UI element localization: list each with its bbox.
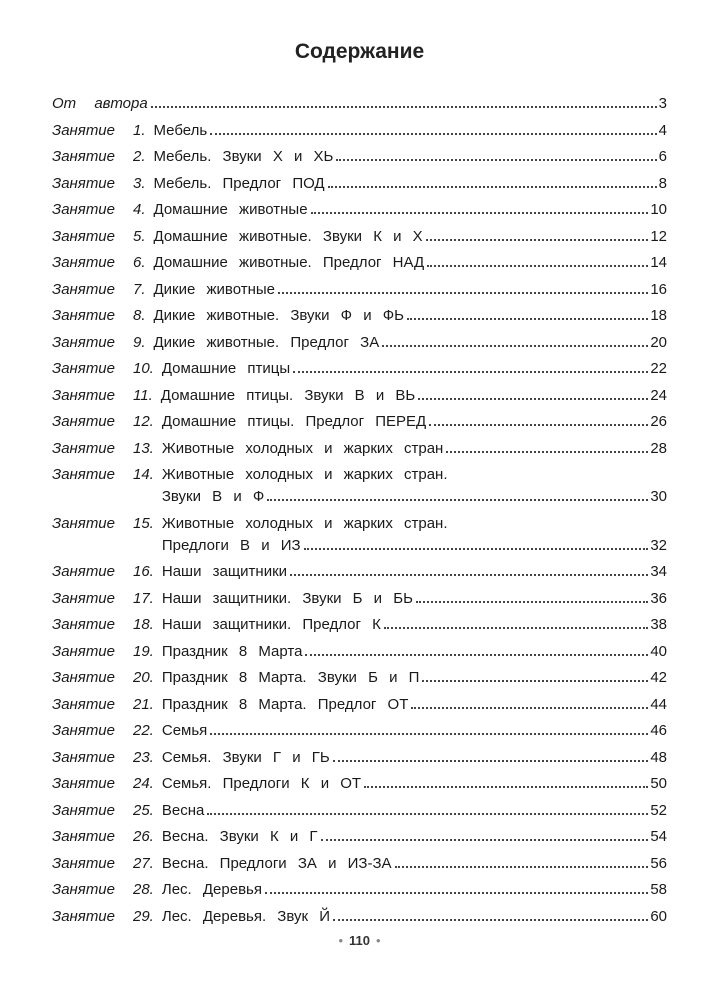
toc-entry[interactable] [52, 667, 667, 689]
entry-number: 1. [133, 121, 146, 139]
entry-title: Домашние птицы. Звуки В и ВЬ [160, 386, 416, 404]
toc-entry[interactable] [52, 747, 667, 769]
page-number: 28 [650, 439, 667, 457]
entry-number: 9. [133, 333, 146, 351]
entry-title: От автора [52, 95, 148, 112]
toc-entry[interactable] [52, 773, 667, 795]
entry-label: Занятие [52, 466, 115, 483]
toc-entry[interactable] [52, 561, 667, 583]
dot-leader [416, 601, 648, 603]
page-number: 48 [650, 748, 667, 766]
entry-title: Домашние животные [153, 201, 308, 218]
entry-title: Домашние животные. Предлог НАД [153, 254, 425, 271]
entry-number: 5. [133, 227, 146, 245]
page-title: Содержание [294, 40, 425, 63]
page-number: 34 [650, 563, 667, 580]
entry-title: Мебель [153, 121, 208, 139]
entry-label: Занятие [52, 669, 115, 686]
toc-entry[interactable] [52, 332, 667, 354]
toc-entry[interactable] [52, 226, 667, 248]
table-of-contents [52, 93, 667, 932]
dot-leader [333, 919, 648, 921]
toc-entry[interactable] [52, 464, 667, 508]
entry-title: Дикие животные. Предлог ЗА [153, 333, 380, 351]
page-number: 12 [650, 227, 667, 245]
dot-leader [328, 186, 657, 188]
entry-number: 11. [133, 386, 153, 404]
dot-leader [427, 265, 648, 267]
entry-number: 3. [133, 174, 146, 192]
page-number: 10 [650, 201, 667, 218]
entry-title: Звуки В и Ф [161, 488, 265, 505]
page-number: 18 [650, 307, 667, 324]
dot-leader [336, 159, 656, 161]
toc-entry[interactable] [52, 694, 667, 716]
entry-number: 27. [133, 854, 154, 872]
entry-label: Занятие [52, 307, 115, 324]
entry-title: Наши защитники. Предлог К [161, 616, 381, 633]
entry-title: Дикие животные [153, 280, 276, 298]
page-number: 60 [650, 907, 667, 925]
entry-title: Праздник 8 Марта. Предлог ОТ [161, 695, 409, 713]
entry-number: 18. [133, 616, 154, 633]
toc-entry[interactable] [52, 588, 667, 610]
entry-number: 23. [133, 748, 154, 766]
dot-leader [407, 318, 648, 320]
toc-entry[interactable] [52, 641, 667, 663]
entry-label: Занятие [52, 775, 115, 792]
entry-label: Занятие [52, 589, 115, 607]
page-number: 6 [658, 148, 667, 165]
toc-entry[interactable] [52, 199, 667, 221]
page-number: 44 [650, 695, 667, 713]
toc-entry[interactable] [52, 279, 667, 301]
entry-number: 16. [133, 563, 154, 580]
entry-label: Занятие [52, 801, 115, 819]
entry-number: 13. [133, 439, 154, 457]
page-number: 54 [650, 828, 667, 845]
entry-label: Занятие [52, 563, 115, 580]
entry-number: 20. [133, 669, 154, 686]
dot-leader [395, 866, 649, 868]
entry-title: Предлоги В и ИЗ [161, 536, 301, 554]
toc-entry[interactable] [52, 120, 667, 142]
entry-title: Мебель. Предлог ПОД [153, 174, 325, 192]
dot-leader [446, 451, 648, 453]
entry-title: Домашние птицы [161, 360, 291, 377]
toc-entry[interactable] [52, 800, 667, 822]
toc-entry[interactable] [52, 305, 667, 327]
page-number: 36 [650, 589, 667, 607]
dot-leader [311, 212, 649, 214]
dot-leader [290, 574, 648, 576]
dot-leader [333, 760, 649, 762]
page-number: 32 [650, 536, 667, 554]
entry-label: Занятие [52, 748, 115, 766]
entry-label: Занятие [52, 881, 115, 898]
entry-number: 19. [133, 642, 154, 660]
page-number: 46 [650, 722, 667, 739]
entry-title: Семья. Предлоги К и ОТ [161, 775, 362, 792]
entry-number: 24. [133, 775, 154, 792]
entry-number: 22. [133, 722, 154, 739]
entry-title: Животные холодных и жарких стран. [161, 466, 448, 483]
entry-label: Занятие [52, 514, 115, 532]
entry-number: 8. [133, 307, 146, 324]
page-number: 30 [650, 488, 667, 505]
entry-title: Лес. Деревья [161, 881, 262, 898]
toc-entry[interactable] [52, 614, 667, 636]
entry-number: 2. [133, 148, 146, 165]
page-number: 26 [650, 413, 667, 430]
dot-leader [305, 654, 648, 656]
entry-number: 6. [133, 254, 146, 271]
toc-entry[interactable] [52, 879, 667, 901]
entry-number: 25. [133, 801, 154, 819]
toc-entry[interactable] [52, 906, 667, 928]
entry-label: Занятие [52, 828, 115, 845]
dot-leader [422, 680, 648, 682]
dot-leader [207, 813, 648, 815]
page-number: 8 [658, 174, 667, 192]
toc-entry[interactable] [52, 358, 667, 380]
entry-title: Наши защитники [161, 563, 288, 580]
entry-number: 15. [133, 514, 154, 532]
dot-leader [429, 424, 648, 426]
entry-label: Занятие [52, 695, 115, 713]
entry-title: Весна [161, 801, 205, 819]
toc-entry-intro[interactable] [52, 93, 667, 115]
entry-label: Занятие [52, 280, 115, 298]
entry-label: Занятие [52, 616, 115, 633]
entry-label: Занятие [52, 439, 115, 457]
entry-number: 12. [133, 413, 154, 430]
dot-leader [267, 499, 648, 501]
entry-label: Занятие [52, 174, 115, 192]
entry-label: Занятие [52, 642, 115, 660]
dot-leader [411, 707, 648, 709]
toc-entry[interactable] [52, 411, 667, 433]
entry-title: Наши защитники. Звуки Б и БЬ [161, 589, 413, 607]
page-number: 20 [650, 333, 667, 351]
entry-title: Праздник 8 Марта [161, 642, 303, 660]
dot-leader [364, 786, 648, 788]
page-number: 16 [650, 280, 667, 298]
entry-number: 7. [133, 280, 146, 298]
toc-entry[interactable] [52, 720, 667, 742]
bullet-left: • [338, 933, 343, 948]
page-number: 40 [650, 642, 667, 660]
page-number: 3 [658, 95, 667, 112]
entry-label: Занятие [52, 227, 115, 245]
dot-leader [210, 733, 648, 735]
entry-title: Домашние животные. Звуки К и Х [153, 227, 423, 245]
entry-title: Животные холодных и жарких стран [161, 439, 444, 457]
entry-number: 14. [133, 466, 154, 483]
entry-title: Дикие животные. Звуки Ф и ФЬ [153, 307, 405, 324]
entry-number: 21. [133, 695, 154, 713]
entry-label: Занятие [52, 722, 115, 739]
entry-number: 17. [133, 589, 154, 607]
page-number: 4 [658, 121, 667, 139]
entry-title: Семья. Звуки Г и ГЬ [161, 748, 330, 766]
bullet-right: • [375, 933, 381, 948]
toc-entry[interactable] [52, 385, 667, 407]
page-number: 58 [650, 881, 667, 898]
footer-page-number: 110 [349, 933, 370, 948]
dot-leader [304, 548, 649, 550]
page-number: 38 [650, 616, 667, 633]
toc-entry[interactable] [52, 146, 667, 168]
dot-leader [426, 239, 649, 241]
entry-number: 29. [133, 907, 154, 925]
dot-leader [293, 371, 648, 373]
toc-entry[interactable] [52, 173, 667, 195]
dot-leader [278, 292, 648, 294]
entry-title: Весна. Звуки К и Г [161, 828, 318, 845]
dot-leader [418, 398, 648, 400]
page-number: 50 [650, 775, 667, 792]
entry-title: Домашние птицы. Предлог ПЕРЕД [161, 413, 427, 430]
entry-title: Семья [161, 722, 208, 739]
entry-title: Мебель. Звуки Х и ХЬ [153, 148, 334, 165]
entry-label: Занятие [52, 413, 115, 430]
entry-label: Занятие [52, 121, 115, 139]
page-number: 56 [650, 854, 667, 872]
entry-title: Животные холодных и жарких стран. [161, 514, 448, 532]
toc-entry[interactable] [52, 853, 667, 875]
entry-title: Праздник 8 Марта. Звуки Б и П [161, 669, 420, 686]
entry-label: Занятие [52, 333, 115, 351]
dot-leader [265, 892, 648, 894]
entry-number: 10. [133, 360, 154, 377]
page-number: 52 [650, 801, 667, 819]
entry-number: 28. [133, 881, 154, 898]
dot-leader [382, 345, 648, 347]
page-number: 14 [650, 254, 667, 271]
toc-entry[interactable] [52, 252, 667, 274]
entry-label: Занятие [52, 386, 115, 404]
toc-entry[interactable] [52, 438, 667, 460]
entry-label: Занятие [52, 148, 115, 165]
entry-label: Занятие [52, 201, 115, 218]
entry-label: Занятие [52, 360, 115, 377]
entry-label: Занятие [52, 254, 115, 271]
page-footer [0, 933, 719, 948]
dot-leader [210, 133, 656, 135]
entry-title: Лес. Деревья. Звук Й [161, 907, 331, 925]
entry-label: Занятие [52, 854, 115, 872]
entry-number: 26. [133, 828, 154, 845]
dot-leader [384, 627, 648, 629]
entry-number: 4. [133, 201, 146, 218]
page-number: 24 [650, 386, 667, 404]
toc-entry[interactable] [52, 826, 667, 848]
dot-leader [151, 106, 657, 108]
page-number: 42 [650, 669, 667, 686]
entry-title: Весна. Предлоги ЗА и ИЗ-ЗА [161, 854, 392, 872]
page-number: 22 [650, 360, 667, 377]
dot-leader [321, 839, 649, 841]
entry-label: Занятие [52, 907, 115, 925]
toc-entry[interactable] [52, 513, 667, 557]
